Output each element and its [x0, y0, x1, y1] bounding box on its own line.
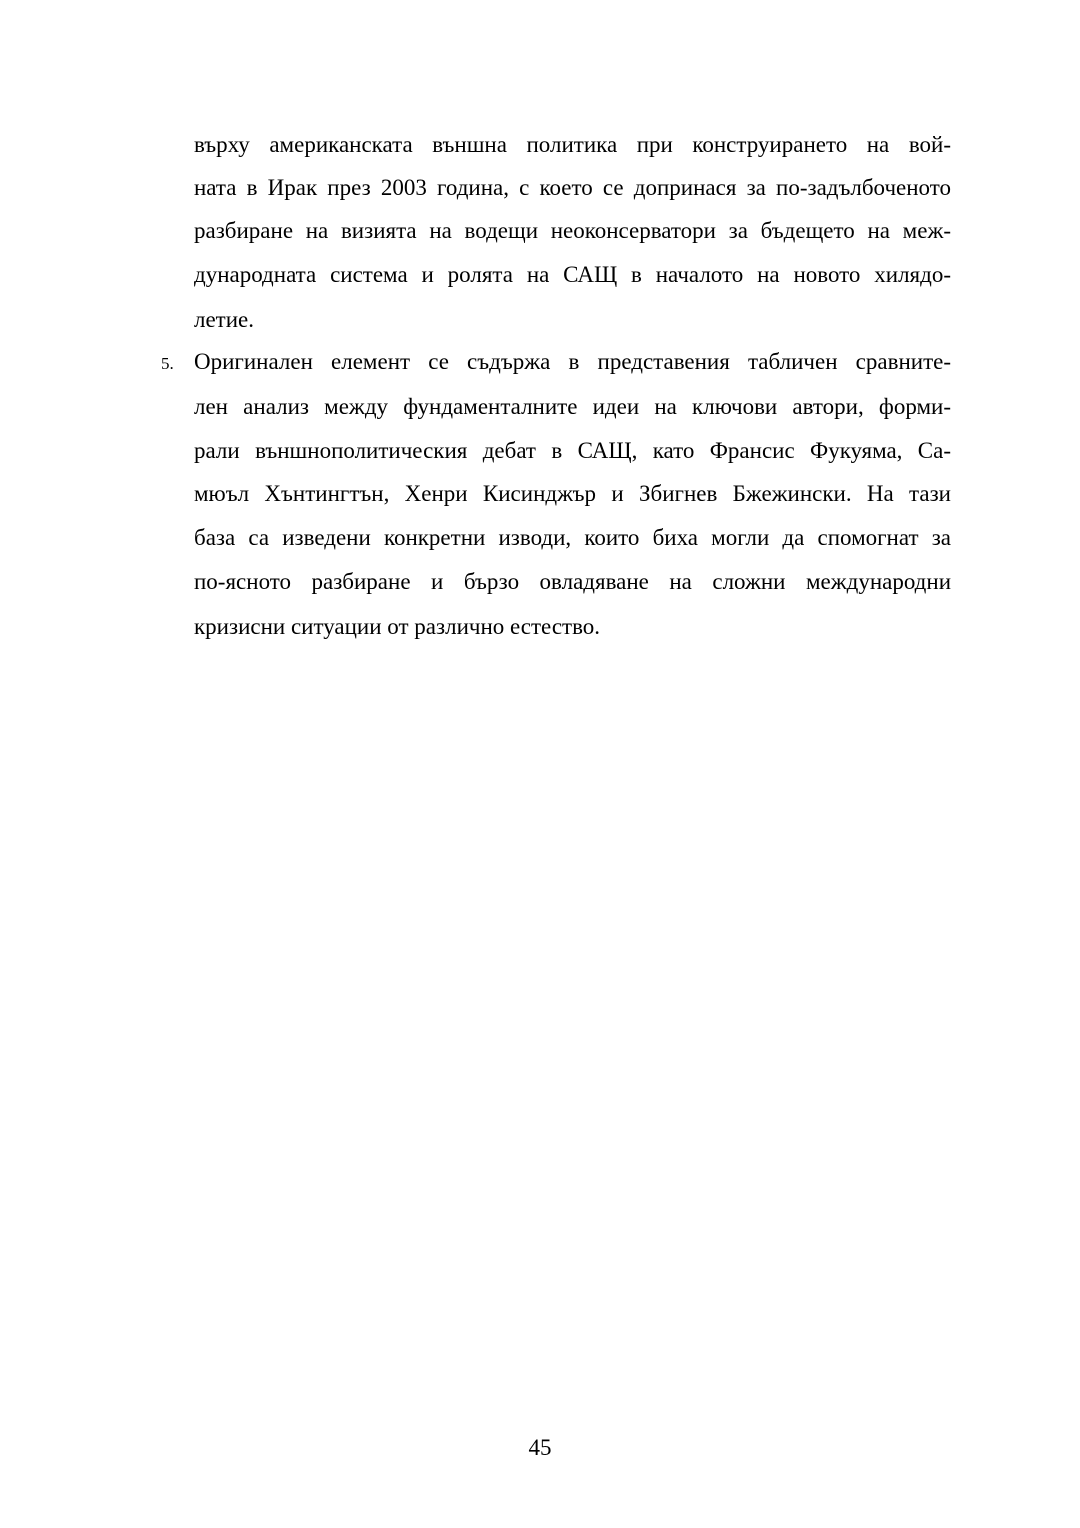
text-line: рали външнополитическия дебат в САЩ, като Франсис Фукуяма, Са- [194, 438, 951, 463]
text-line: ната в Ирак през 2003 година, с което се допринася за по-задълбоченото [194, 175, 951, 200]
text-line: мюъл Хънтингтън, Хенри Кисинджър и Збигнев Бжежински. На тази [194, 481, 951, 506]
text-line: база са изведени конкретни изводи, които биха могли да спомогнат за [194, 525, 951, 550]
text-line: върху американската външна политика при конструирането на вой- [194, 132, 951, 157]
page-number: 45 [528, 1435, 552, 1460]
text-line: Оригинален елемент се съдържа в представения табличен сравните- [194, 349, 951, 374]
text-line: разбиране на визията на водещи неоконсерватори за бъдещето на меж- [194, 218, 951, 243]
text-line: летие. [194, 307, 255, 332]
text-line: по-ясното разбиране и бързо овладяване на сложни международни [194, 569, 951, 594]
text-line: кризисни ситуации от различно естество. [194, 614, 601, 639]
text-line: лен анализ между фундаменталните идеи на ключови автори, форми- [194, 394, 951, 419]
list-item-number: 5. [161, 354, 174, 373]
text-line: дународната система и ролята на САЩ в началото на новото хилядо- [194, 262, 951, 287]
